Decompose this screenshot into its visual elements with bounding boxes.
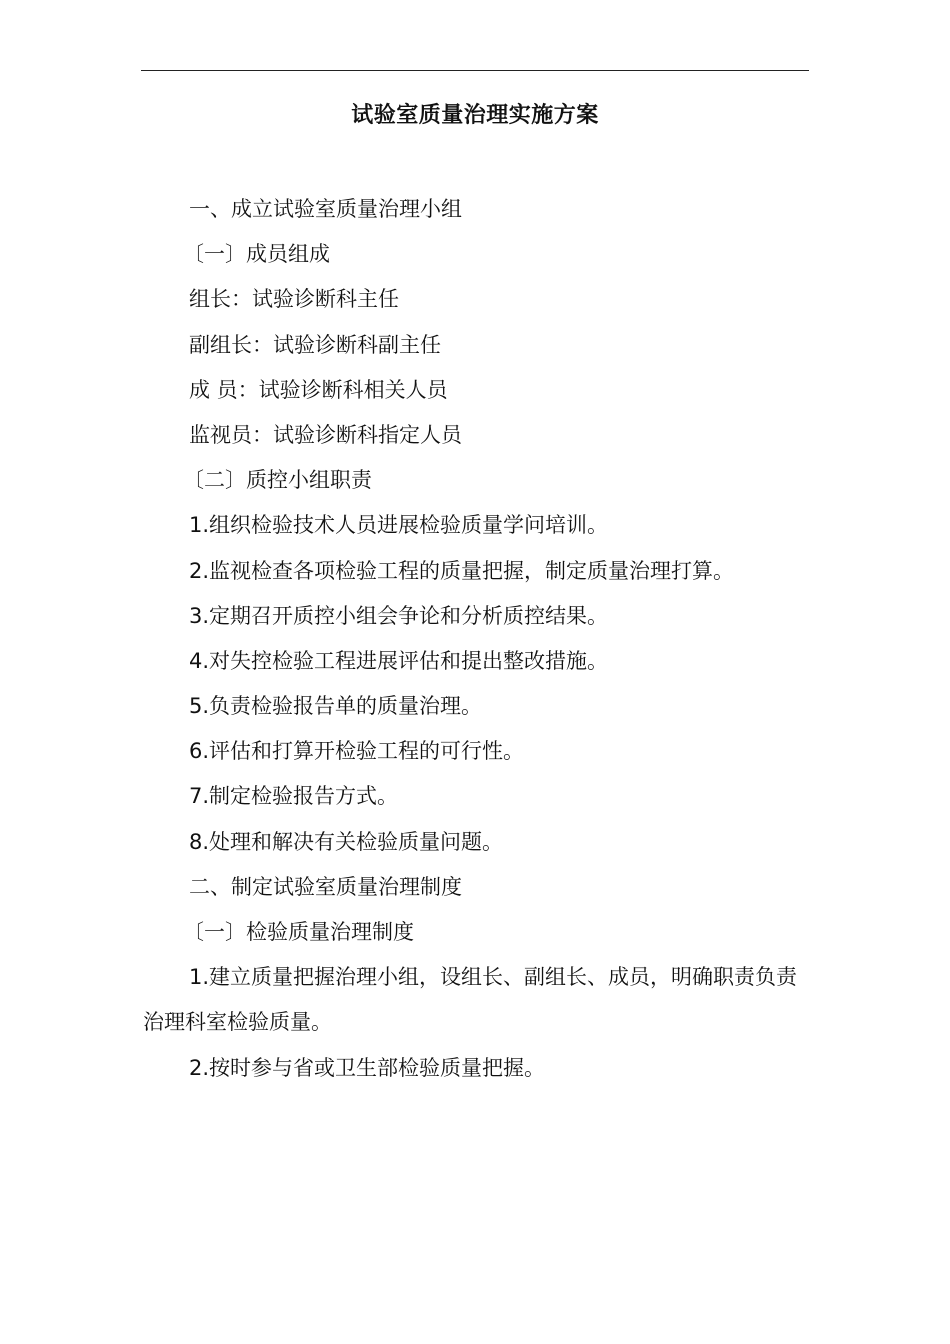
paragraph: 2.按时参与省或卫生部检验质量把握。 — [189, 1055, 546, 1080]
subsection-heading: 〔一〕检验质量治理制度 — [183, 920, 414, 944]
duty-item: 6.评估和打算开检验工程的可行性。 — [189, 739, 525, 764]
header-rule — [141, 70, 809, 71]
member-line: 监视员：试验诊断科指定人员 — [189, 422, 462, 447]
section-heading-2: 二、制定试验室质量治理制度 — [189, 874, 462, 899]
duty-item: 5.负责检验报告单的质量治理。 — [189, 694, 483, 719]
document-title: 试验室质量治理实施方案 — [351, 103, 599, 128]
duty-item: 8.处理和解决有关检验质量问题。 — [189, 829, 504, 854]
duty-item: 2.监视检查各项检验工程的质量把握，制定质量治理打算。 — [189, 558, 735, 583]
document-body — [143, 187, 815, 1091]
duty-item: 7.制定检验报告方式。 — [189, 784, 399, 809]
duty-item: 4.对失控检验工程进展评估和提出整改措施。 — [189, 648, 609, 673]
duty-item: 1.组织检验技术人员进展检验质量学问培训。 — [189, 513, 609, 538]
section-heading-1: 一、成立试验室质量治理小组 — [189, 197, 462, 221]
paragraph: 1.建立质量把握治理小组，设组长、副组长、成员，明确职责负责治理科室检验质量。 — [143, 965, 798, 1035]
subsection-heading: 〔一〕成员组成 — [183, 242, 330, 267]
member-line: 副组长：试验诊断科副主任 — [189, 332, 441, 357]
member-line: 成 员：试验诊断科相关人员 — [189, 377, 448, 402]
duty-item: 3.定期召开质控小组会争论和分析质控结果。 — [189, 603, 609, 628]
member-line: 组长：试验诊断科主任 — [189, 287, 399, 312]
subsection-heading: 〔二〕质控小组职责 — [183, 468, 372, 493]
